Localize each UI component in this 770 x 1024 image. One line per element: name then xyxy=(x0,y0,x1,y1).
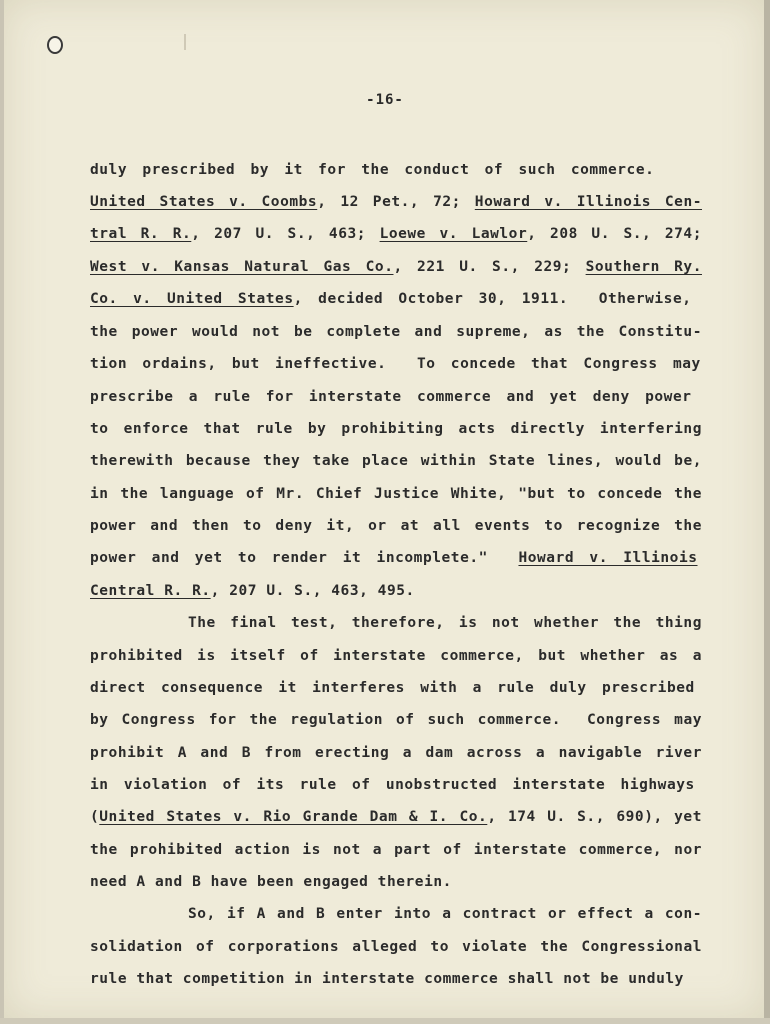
text-line: prohibited is itself of interstate commerce, but whether as a xyxy=(90,648,702,664)
case-citation: Loewe v. Lawlor xyxy=(379,226,528,242)
text-line: duly prescribed by it for the conduct of such commerce. xyxy=(90,162,655,178)
text-line: the power would not be complete and supreme, as the Constitu- xyxy=(90,324,702,340)
case-citation: Co. v. United States xyxy=(90,291,294,307)
text-line: need A and B have been engaged therein. xyxy=(90,874,452,890)
case-citation: Central R. R. xyxy=(90,583,211,599)
case-citation: United States v. Coombs xyxy=(90,194,318,210)
case-citation: Howard v. Illinois Cen- xyxy=(474,194,703,210)
paper-mark xyxy=(184,34,186,50)
text-line: direct consequence it interferes with a rule duly prescribed xyxy=(90,680,695,696)
text-line: to enforce that rule by prohibiting acts directly interfering xyxy=(90,421,702,437)
text-line: United States v. Coombs, 12 Pet., 72; Howard v. Illinois Cen- xyxy=(90,194,703,210)
punch-hole xyxy=(47,36,63,54)
case-citation: United States v. Rio Grande Dam & I. Co. xyxy=(99,809,488,825)
text-line: prescribe a rule for interstate commerce and yet deny power xyxy=(90,389,692,405)
text-line: (United States v. Rio Grande Dam & I. Co., 174 U. S., 690), yet xyxy=(90,809,702,825)
text-line: power and yet to render it incomplete." Howard v. Illinois xyxy=(90,550,698,566)
text-line: tral R. R., 207 U. S., 463; Loewe v. Lawlor, 208 U. S., 274; xyxy=(90,226,702,242)
text-line: by Congress for the regulation of such commerce. Congress may xyxy=(90,712,702,728)
text-line: prohibit A and B from erecting a dam across a navigable river xyxy=(90,745,702,761)
text-line: in the language of Mr. Chief Justice White, "but to concede the xyxy=(90,486,702,502)
text-line: Co. v. United States, decided October 30, 1911. Otherwise, xyxy=(90,291,692,307)
text-line: The final test, therefore, is not whether the thing xyxy=(188,615,702,631)
page-edge-right xyxy=(764,0,770,1024)
text-line: the prohibited action is not a part of interstate commerce, nor xyxy=(90,842,702,858)
page-edge-bottom xyxy=(0,1018,770,1024)
text-line: solidation of corporations alleged to violate the Congressional xyxy=(90,939,702,955)
text-line: power and then to deny it, or at all events to recognize the xyxy=(90,518,702,534)
text-line: therewith because they take place within State lines, would be, xyxy=(90,453,702,469)
text-line: tion ordains, but ineffective. To concede that Congress may xyxy=(90,356,701,372)
text-line: rule that competition in interstate commerce shall not be unduly xyxy=(90,971,684,987)
text-line: So, if A and B enter into a contract or effect a con- xyxy=(188,906,702,922)
document-page xyxy=(4,0,764,1018)
case-citation: Southern Ry. xyxy=(585,259,702,275)
case-citation: West v. Kansas Natural Gas Co. xyxy=(90,259,394,275)
case-citation: Howard v. Illinois xyxy=(518,550,698,566)
case-citation: tral R. R. xyxy=(90,226,192,242)
text-line: Central R. R., 207 U. S., 463, 495. xyxy=(90,583,415,599)
text-line: West v. Kansas Natural Gas Co., 221 U. S., 229; Southern Ry. xyxy=(90,259,702,275)
text-line: in violation of its rule of unobstructed interstate highways xyxy=(90,777,695,793)
page-number: -16- xyxy=(366,92,404,108)
